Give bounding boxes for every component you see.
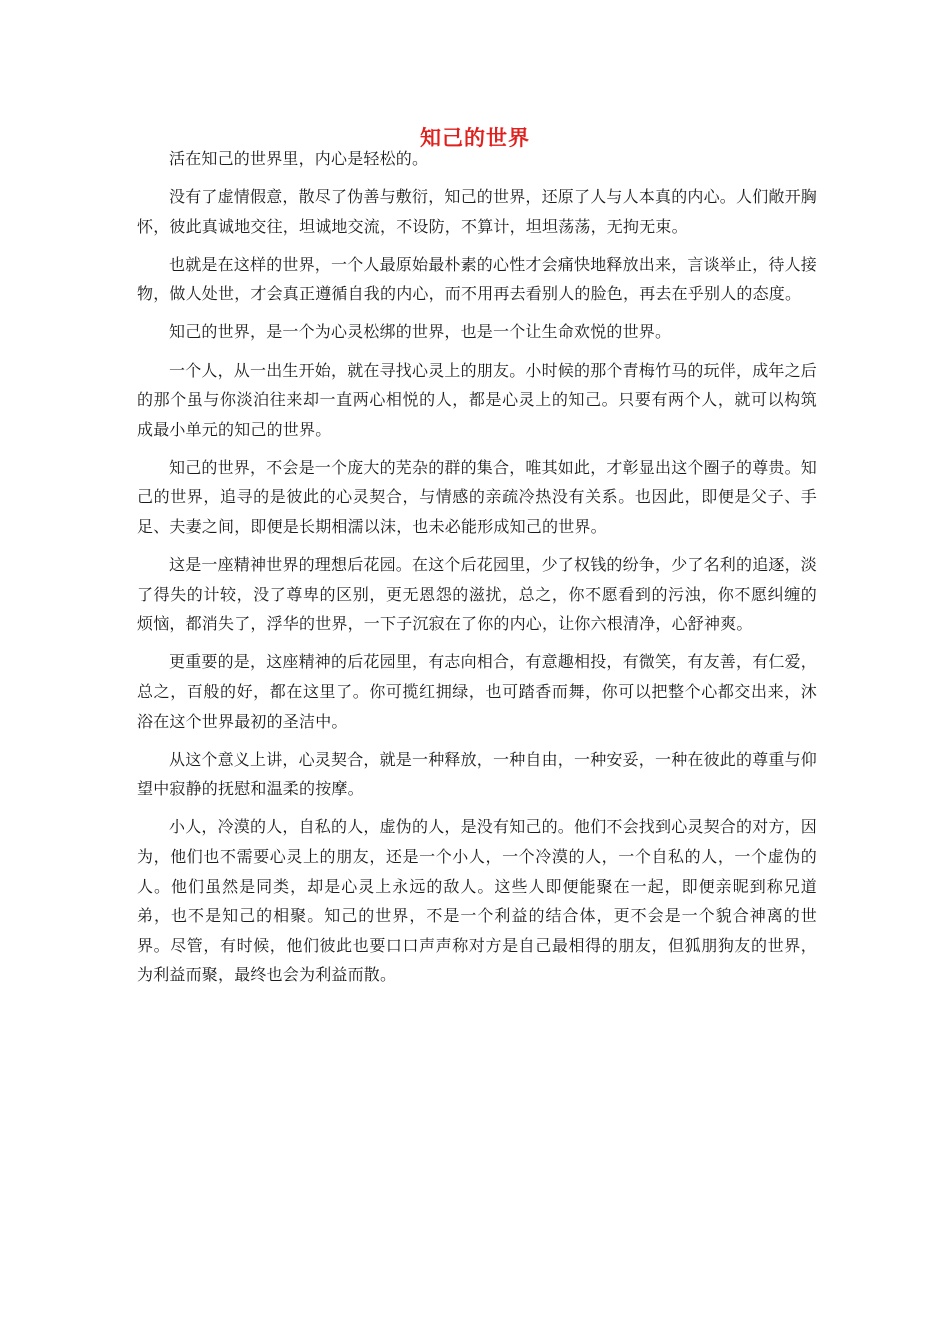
paragraph-1: 活在知己的世界里，内心是轻松的。 xyxy=(169,149,429,168)
paragraph-2: 没有了虚情假意，散尽了伪善与敷衍，知己的世界，还原了人与人本真的内心。人们敞开胸怀，彼此真诚地交往，坦诚地交流，不设防，不算计，坦坦荡荡，无拘无束。 xyxy=(137,187,818,236)
paragraph-3: 也就是在这样的世界，一个人最原始最朴素的心性才会痛快地释放出来，言谈举止，待人接物，做人处世，才会真正遵循自我的内心，而不用再去看别人的脸色，再去在乎别人的态度。 xyxy=(137,254,818,304)
paragraph-5: 一个人，从一出生开始，就在寻找心灵上的朋友。小时候的那个青梅竹马的玩伴，成年之后的那个虽与你淡泊往来却一直两心相悦的人，都是心灵上的知己。只要有两个人，就可以构筑成最小单元的知己的世界。 xyxy=(137,360,818,439)
paragraph-10: 小人，冷漠的人，自私的人，虚伪的人，是没有知己的。他们不会找到心灵契合的对方，因为，他们也不需要心灵上的朋友，还是一个小人，一个冷漠的人，一个自私的人，一个虚伪的人。他们虽然是同类，却是心灵上永远的敌人。这些人即便能聚在一起，即便亲昵到称兄道弟，也不是知己的相聚。知己的世界，不是一个利益的结合体，更不会是一个貌合神离的世界。尽管，有时候，他们彼此也要口口声声称对方是自己最相得的朋友，但狐朋狗友的世界，为利益而聚，最终也会为利益而散。 xyxy=(137,817,818,985)
paragraph-6: 知己的世界，不会是一个庞大的芜杂的群的集合，唯其如此，才彰显出这个圈子的尊贵。知己的世界，追寻的是彼此的心灵契合，与情感的亲疏冷热没有关系。也因此，即便是父子、手足、夫妻之间，即便是长期相濡以沫，也未必能形成知己的世界。 xyxy=(137,457,818,537)
paragraph-7: 这是一座精神世界的理想后花园。在这个后花园里，少了权钱的纷争，少了名利的追逐，淡了得失的计较，没了尊卑的区别，更无恩怨的滋扰，总之，你不愿看到的污浊，你不愿纠缠的烦恼，都消失了，浮华的世界，一下子沉寂在了你的内心，让你六根清净，心舒神爽。 xyxy=(137,555,818,634)
paragraph-4: 知己的世界，是一个为心灵松绑的世界，也是一个让生命欢悦的世界。 xyxy=(169,322,672,342)
paragraph-8: 更重要的是，这座精神的后花园里，有志向相合，有意趣相投，有微笑，有友善，有仁爱，总之，百般的好，都在这里了。你可揽红拥绿，也可踏香而舞，你可以把整个心都交出来，沐浴在这个世界最初的圣洁中。 xyxy=(137,652,818,731)
document-title: 知己的世界 xyxy=(420,125,530,150)
document-body xyxy=(137,144,817,990)
paragraph-9: 从这个意义上讲，心灵契合，就是一种释放，一种自由，一种安妥，一种在彼此的尊重与仰望中寂静的抚慰和温柔的按摩。 xyxy=(137,749,818,799)
